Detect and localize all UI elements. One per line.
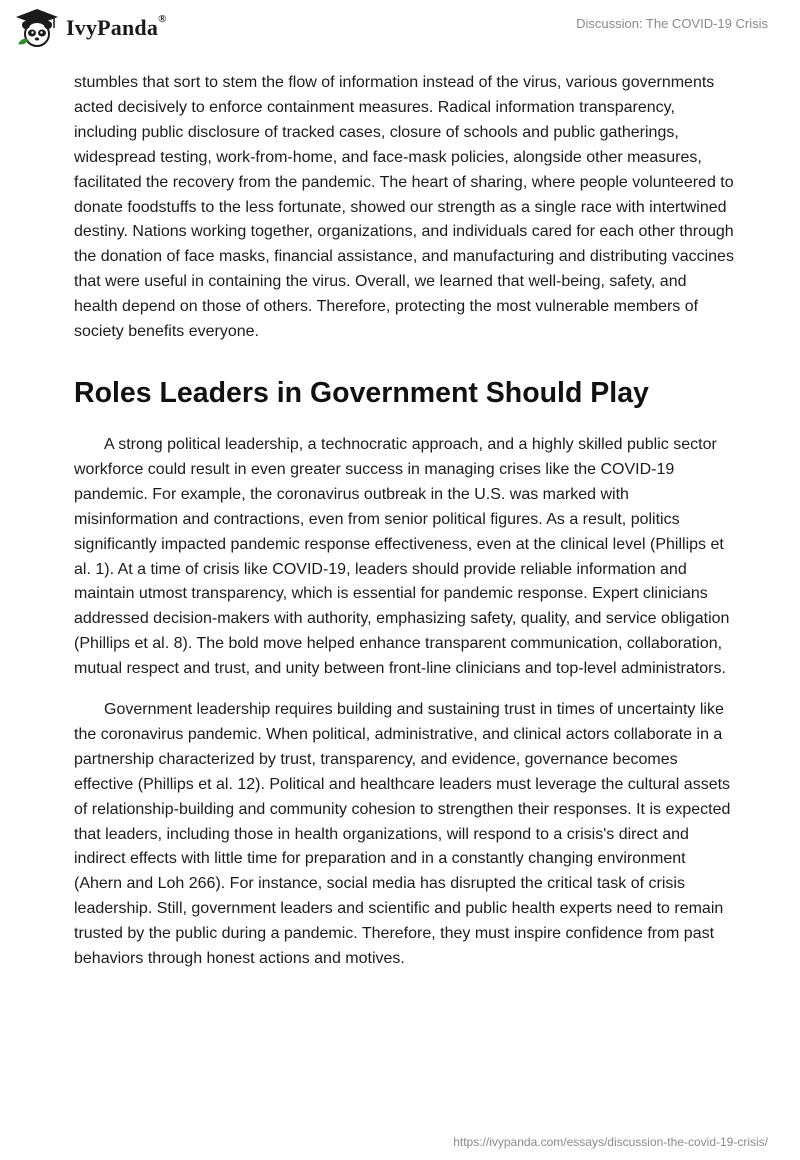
- paragraph: stumbles that sort to stem the flow of information instead of the virus, various governments acted decisively to enforce containment measures. Radical information transparency, including public disclosure of tracked cases, closure of schools and public gatherings, widespread testing, work-from-home, and face-mask policies, alongside other measures, facilitated the recovery from the pandemic. The heart of sharing, where people volunteered to donate foodstuffs to the less fortunate, showed our strength as a single race with intertwined destiny. Nations working together, organizations, and individuals cared for each other through the donation of face masks, financial assistance, and manufacturing and distributing vaccines that were useful in containing the virus. Overall, we learned that well-being, safety, and health depend on those of others. Therefore, protecting the most vulnerable members of society benefits everyone.: [74, 74, 734, 341]
- panda-graduate-icon: [14, 8, 60, 48]
- paragraph-gap: [74, 682, 734, 698]
- essay-content: [74, 71, 734, 972]
- brand-name: IvyPanda®: [66, 13, 167, 40]
- footer-url[interactable]: https://ivypanda.com/essays/discussion-the-covid-19-crisis/: [453, 1135, 768, 1149]
- document-title: Discussion: The COVID-19 Crisis: [576, 16, 768, 31]
- ivypanda-logo[interactable]: [14, 8, 167, 48]
- page-header: [0, 0, 800, 70]
- paragraph: A strong political leadership, a technocratic approach, and a highly skilled public sector workforce could result in even greater success in managing crises like the COVID-19 pandemic. For example, the coronavirus outbreak in the U.S. was marked with misinformation and contractions, even from senior political figures. As a result, politics significantly impacted pandemic response effectiveness, even at the clinical level (Phillips et al. 1). At a time of crisis like COVID-19, leaders should provide reliable information and maintain utmost transparency, which is essential for pandemic response. Expert clinicians addressed decision-makers with authority, emphasizing safety, quality, and service obligation (Phillips et al. 8). The bold move helped enhance transparent communication, collaboration, mutual respect and trust, and unity between front-line clinicians and top-level administrators.: [74, 435, 730, 678]
- registered-mark: ®: [158, 13, 167, 25]
- paragraph: Government leadership requires building and sustaining trust in times of uncertainty like the coronavirus pandemic. When political, administrative, and clinical actors collaborate in a partnership characterized by trust, transparency, and evidence, governance becomes effective (Phillips et al. 12). Political and healthcare leaders must leverage the cultural assets of relationship-building and community cohesion to strengthen their responses. It is expected that leaders, including those in health organizations, will respond to a crisis's direct and indirect effects with little time for preparation and in a constantly changing environment (Ahern and Loh 266). For instance, social media has disrupted the critical task of crisis leadership. Still, government leaders and scientific and public health experts need to remain trusted by the public during a pandemic. Therefore, they must inspire confidence from past behaviors through honest actions and motives.: [74, 701, 731, 968]
- section-heading: Roles Leaders in Government Should Play: [74, 376, 649, 409]
